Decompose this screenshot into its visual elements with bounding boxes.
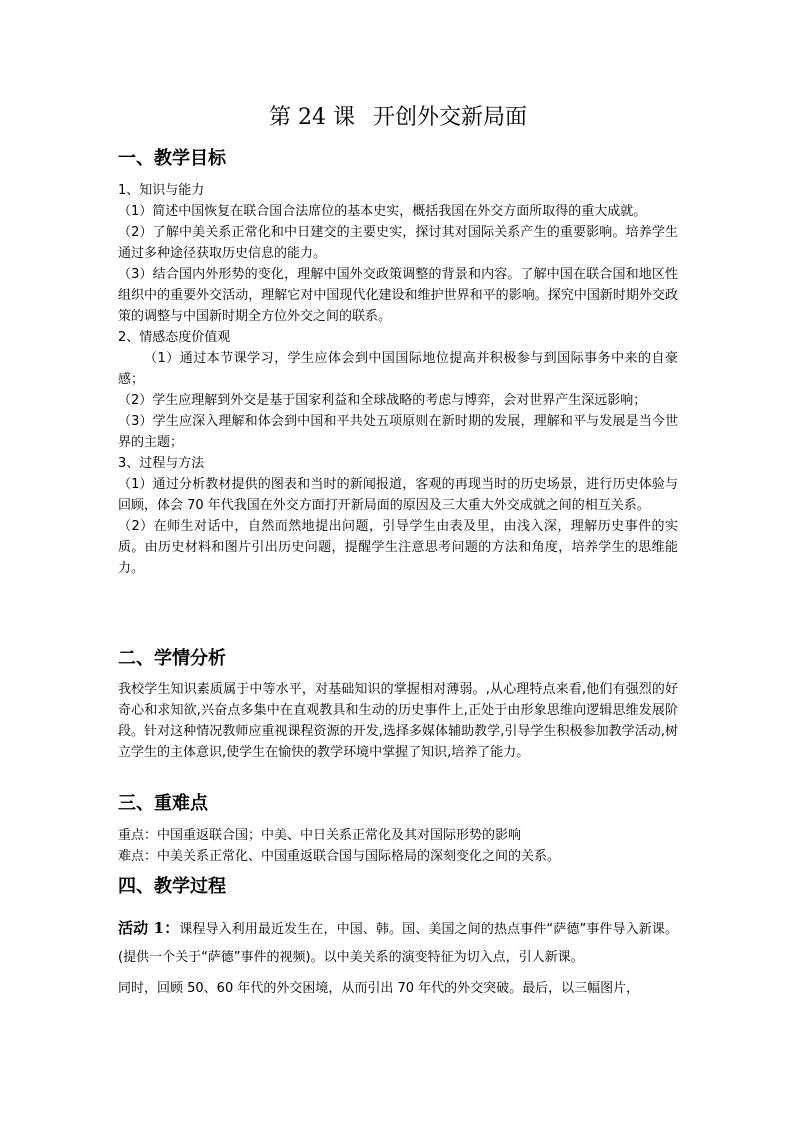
paragraph: （2）了解中美关系正常化和中日建交的主要史实，探讨其对国际关系产生的重要影响。培养学生通过多种途径获取历史信息的能力。 xyxy=(118,225,678,261)
paragraph: （1）通过分析教材提供的图表和当时的新闻报道，客观的再现当时的历史场景，进行历史体验与回顾，体会 70 年代我国在外交方面打开新局面的原因及三大重大外交成就之间的相互关系。 xyxy=(118,477,678,513)
objectives-content xyxy=(118,180,678,579)
lesson-number: 第 24 课 xyxy=(269,105,355,130)
paragraph: 同时，回顾 50、60 年代的外交困境，从而引出 70 年代的外交突破。最后，以三幅图片， xyxy=(118,981,640,996)
paragraph: 我校学生知识素质属于中等水平，对基础知识的掌握相对薄弱。,从心理特点来看,他们有强烈的好奇心和求知欲,兴奋点多集中在直观教具和生动的历史事件上,正处于由形象思维向逻辑思维发展阶段。针对这种情况教师应重视课程资源的开发,选择多媒体辅助教学,引导学生积极参加教学活动,树立学生的主体意识,使学生在愉快的教学环境中掌握了知识,培养了能力。 xyxy=(118,682,678,760)
paragraph: （3）学生应深入理解和体会到中国和平共处五项原则在新时期的发展，理解和平与发展是当今世界的主题； xyxy=(118,414,678,450)
section-heading-objectives: 一、教学目标 xyxy=(118,148,226,169)
key-points-content xyxy=(118,825,678,867)
section-heading-key-points: 三、重难点 xyxy=(118,793,208,814)
activity-paragraph xyxy=(118,914,678,972)
lesson-name: 开创外交新局面 xyxy=(372,105,527,130)
subheading-attitude: 2、情感态度价值观 xyxy=(118,330,231,345)
paragraph: （1）简述中国恢复在联合国合法席位的基本史实，概括我国在外交方面所取得的重大成就。 xyxy=(118,204,647,219)
paragraph: （2）在师生对话中，自然而然地提出问题，引导学生由表及里，由浅入深，理解历史事件的实质。由历史材料和图片引出历史问题，提醒学生注意思考问题的方法和角度，培养学生的思维能力。 xyxy=(118,519,678,576)
section-heading-analysis: 二、学情分析 xyxy=(118,648,226,669)
analysis-content xyxy=(118,679,678,763)
process-content xyxy=(118,914,678,999)
paragraph: 难点：中美关系正常化、中国重返联合国与国际格局的深刻变化之间的关系。 xyxy=(118,849,561,864)
document-page xyxy=(118,0,678,1123)
subheading-process: 3、过程与方法 xyxy=(118,456,205,471)
paragraph: （3）结合国内外形势的变化，理解中国外交政策调整的背景和内容。了解中国在联合国和地区性组织中的重要外交活动，理解它对中国现代化建设和维护世界和平的影响。探究中国新时期外交政策的调整与中国新时期全方位外交之间的联系。 xyxy=(118,267,678,324)
paragraph: （2）学生应理解到外交是基于国家利益和全球战略的考虑与博弈，会对世界产生深远影响； xyxy=(118,393,647,408)
section-heading-process: 四、教学过程 xyxy=(118,876,226,897)
activity-label: 活动 1： xyxy=(118,919,180,937)
paragraph: 重点：中国重返联合国；中美、中日关系正常化及其对国际形势的影响 xyxy=(118,828,522,843)
activity-text: 课程导入利用最近发生在，中国、韩。国、美国之间的热点事件“萨德”事件导入新课。(提供一个关于“萨德”事件的视频)。以中美关系的演变特征为切入点，引人新课。 xyxy=(118,922,678,965)
paragraph: （1）通过本节课学习，学生应体会到中国国际地位提高并积极参与到国际事务中来的自豪感； xyxy=(118,351,678,387)
subheading-knowledge: 1、知识与能力 xyxy=(118,183,205,198)
page-title xyxy=(118,101,678,135)
